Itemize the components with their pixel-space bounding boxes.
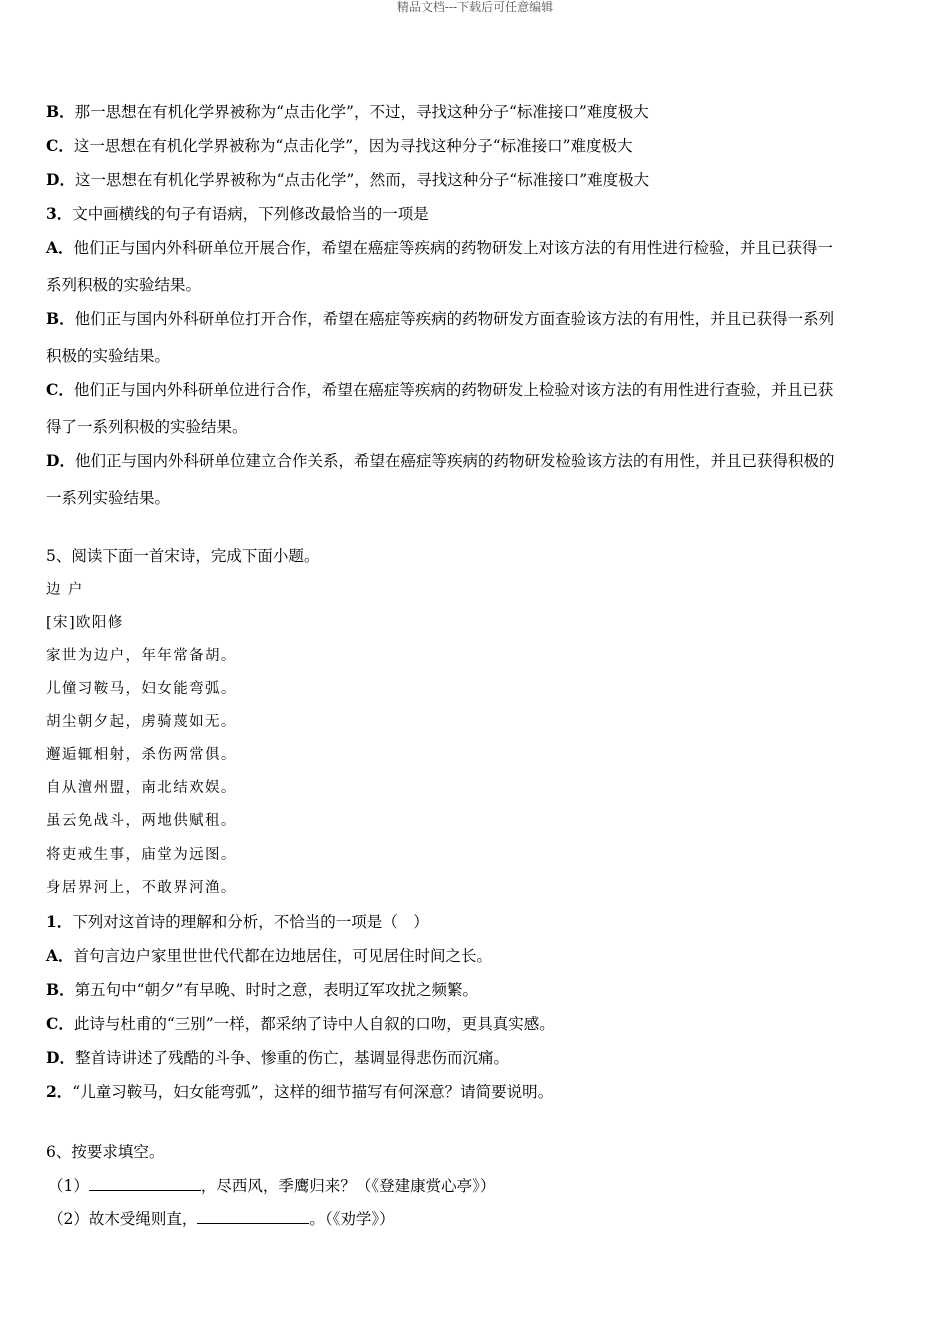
- item-text: 。（《劝学》）: [309, 1210, 395, 1228]
- q5-heading: 5、阅读下面一首宋诗，完成下面小题。: [46, 547, 320, 565]
- option-letter: C．: [46, 136, 74, 155]
- option-letter: C．: [46, 380, 74, 399]
- question-text: “儿童习鞍马，妇女能弯弧”，这样的细节描写有何深意？请简要说明。: [72, 1083, 554, 1101]
- option-letter: B．: [46, 309, 75, 328]
- q3-stem: [46, 204, 904, 224]
- poem-title: 边 户: [46, 582, 84, 598]
- poem-line: 虽云免战斗，两地供赋租。: [46, 813, 237, 829]
- q3-option-c-line1: [46, 380, 904, 400]
- q2-option-c: [46, 136, 904, 156]
- q3-option-a-line2: 系列积极的实验结果。: [46, 276, 202, 294]
- q5-option-d: [46, 1048, 904, 1068]
- page-header: 精品文档---下载后可任意编辑: [396, 0, 554, 14]
- q3-option-c-line2: 得了一系列积极的实验结果。: [46, 418, 248, 436]
- q3-option-d-line1: [46, 451, 904, 471]
- option-text: 他们正与国内外科研单位开展合作，希望在癌症等疾病的药物研发上对该方法的有用性进行检验，并且已获得一: [73, 239, 834, 257]
- option-letter: A．: [46, 946, 74, 965]
- fill-blank[interactable]: [197, 1209, 309, 1224]
- poem-line: 邂逅辄相射，杀伤两常俱。: [46, 747, 237, 763]
- q3-option-b-line1: [46, 309, 904, 329]
- q6-item-2: [48, 1209, 906, 1229]
- q6-item-1: [48, 1176, 906, 1196]
- option-text: 这一思想在有机化学界被称为“点击化学”，因为寻找这种分子“标准接口”难度极大: [73, 137, 633, 155]
- option-text: 整首诗讲述了残酷的斗争、惨重的伤亡，基调显得悲伤而沉痛。: [74, 1049, 509, 1067]
- q3-option-a-line1: [46, 238, 904, 258]
- option-letter: D．: [46, 170, 75, 189]
- poem-line: 儿僮习鞍马，妇女能弯弧。: [46, 681, 237, 697]
- q5-option-b: [46, 980, 904, 1000]
- q5-option-c: [46, 1014, 904, 1034]
- option-text: 他们正与国内外科研单位建立合作关系，希望在癌症等疾病的药物研发检验该方法的有用性，并且已获得积极的: [74, 452, 835, 470]
- option-text: 首句言边户家里世世代代都在边地居住，可见居住时间之长。: [73, 947, 493, 965]
- fill-blank[interactable]: [89, 1176, 201, 1191]
- question-text: 文中画横线的句子有语病，下列修改最恰当的一项是: [72, 205, 429, 223]
- item-number: （1）: [48, 1177, 89, 1195]
- poem-line: 身居界河上，不敢界河渔。: [46, 880, 237, 896]
- q6-heading: 6、按要求填空。: [46, 1143, 165, 1161]
- question-number: 1．: [46, 912, 73, 931]
- option-text: 此诗与杜甫的“三别”一样，都采纳了诗中人自叙的口吻，更具真实感。: [73, 1015, 555, 1033]
- question-number: 3．: [46, 204, 73, 223]
- q3-option-d-line2: 一系列实验结果。: [46, 489, 171, 507]
- q5-option-a: [46, 946, 904, 966]
- option-text: 他们正与国内外科研单位进行合作，希望在癌症等疾病的药物研发上检验对该方法的有用性进行查验，并且已获: [73, 381, 834, 399]
- poem-line: 自从澶州盟，南北结欢娱。: [46, 780, 237, 796]
- option-letter: B．: [46, 980, 75, 999]
- option-letter: A．: [46, 238, 74, 257]
- option-text: 第五句中“朝夕”有早晚、时时之意，表明辽军攻扰之频繁。: [74, 981, 478, 999]
- q2-option-b: [46, 102, 904, 122]
- poem-line: 胡尘朝夕起，虏骑蔑如无。: [46, 714, 237, 730]
- option-letter: D．: [46, 451, 75, 470]
- option-letter: C．: [46, 1014, 74, 1033]
- option-text: 这一思想在有机化学界被称为“点击化学”，然而，寻找这种分子“标准接口”难度极大: [74, 171, 650, 189]
- q3-option-b-line2: 积极的实验结果。: [46, 347, 171, 365]
- option-text: 他们正与国内外科研单位打开合作，希望在癌症等疾病的药物研发方面查验该方法的有用性，并且已获得一系列: [74, 310, 835, 328]
- question-text: 下列对这首诗的理解和分析，不恰当的一项是（ ）: [72, 913, 429, 931]
- item-text: （2）故木受绳则直，: [48, 1210, 198, 1228]
- poem-line: 家世为边户，年年常备胡。: [46, 648, 237, 664]
- poem-author: [宋]欧阳修: [46, 615, 124, 631]
- q2-option-d: [46, 170, 904, 190]
- question-number: 2．: [46, 1082, 73, 1101]
- poem-line: 将吏戒生事，庙堂为远图。: [46, 847, 237, 863]
- q5-sub2-stem: [46, 1082, 904, 1102]
- item-text: ，尽西风，季鹰归来？（《登建康赏心亭》）: [200, 1177, 496, 1195]
- option-letter: B．: [46, 102, 75, 121]
- q5-sub1-stem: [46, 912, 904, 932]
- option-text: 那一思想在有机化学界被称为“点击化学”，不过，寻找这种分子“标准接口”难度极大: [74, 103, 649, 121]
- option-letter: D．: [46, 1048, 75, 1067]
